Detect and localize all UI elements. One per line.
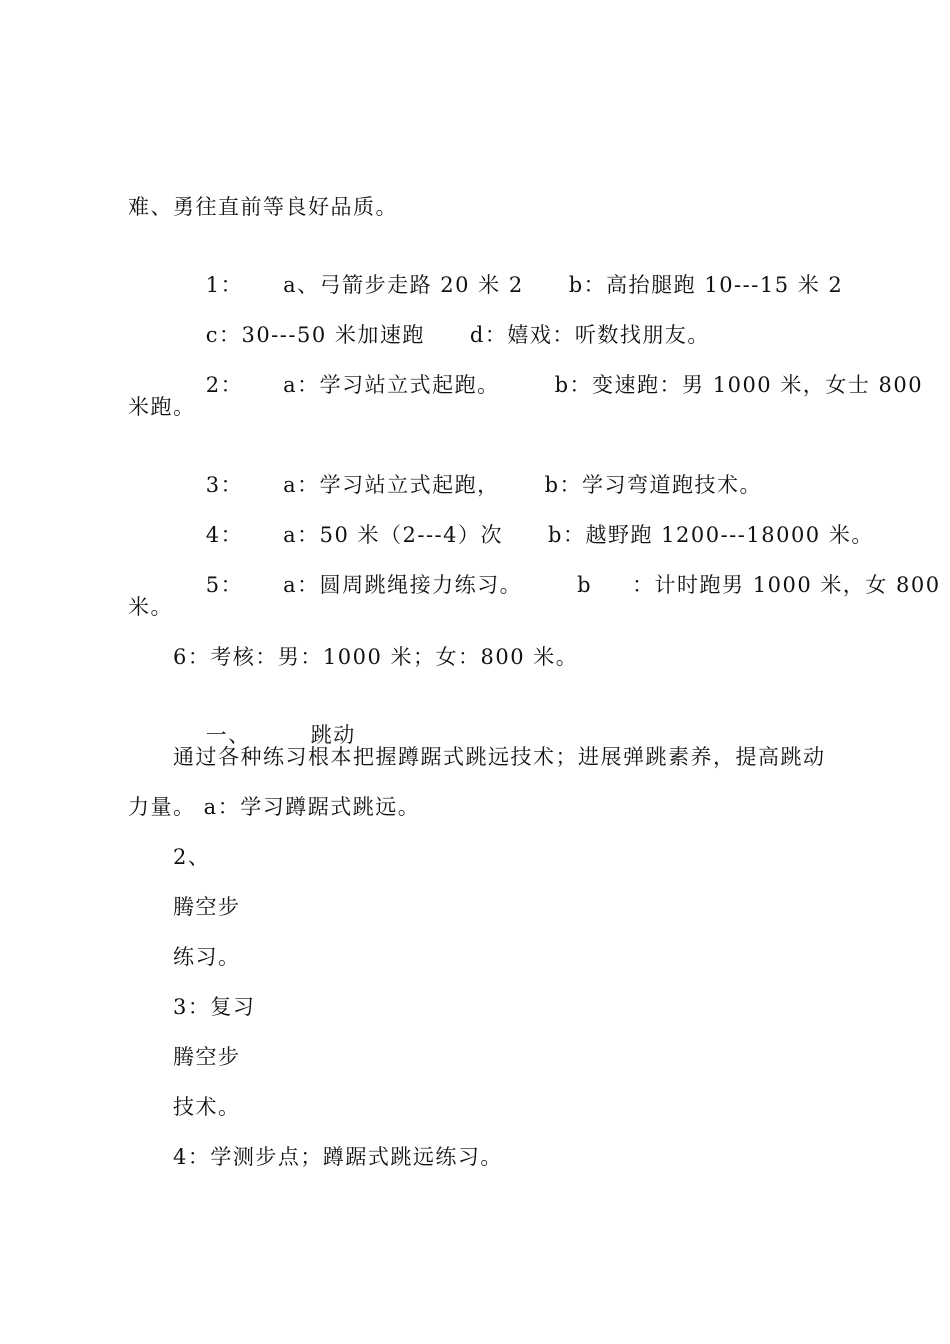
text-line: 腾空步 [173,895,241,919]
item-text: ：计时跑男 1000 米，女 800 [632,573,941,597]
item-text: d：嬉戏：听数找朋友。 [469,323,710,347]
text-line: 练习。 [173,945,241,969]
item-text: b [577,573,593,597]
text-line: 通过各种练习根本把握蹲踞式跳远技术；进展弹跳素养，提高跳动 [173,745,826,769]
text-line [173,343,923,427]
item-text: b：变速跑：男 1000 米，女士 800 [554,373,924,397]
text-line: 技术。 [173,1095,241,1119]
item-text: b：越野跑 1200---18000 米。 [548,523,874,547]
text-line: 难、勇往直前等良好品质。 [128,195,398,219]
item-number: 3： [205,473,244,497]
text-line: 腾空步 [173,1045,241,1069]
text-line: 米。 [128,595,173,619]
item-text: a：圆周跳绳接力练习。 [283,573,523,597]
item-text: a：学习站立式起跑， [283,473,500,497]
text-line: 力量。 a：学习蹲踞式跳远。 [128,795,421,819]
item-text: b：高抬腿跑 10---15 米 2 [568,273,844,297]
text-line: 3：复习 [173,995,256,1019]
text-line: 2、 [173,845,211,869]
text-line: 6：考核：男：1000 米；女：800 米。 [173,645,579,669]
text-line: 4：学测步点；蹲踞式跳远练习。 [173,1145,503,1169]
item-number: 4： [205,523,244,547]
item-text: a：50 米（2---4）次 [283,523,504,547]
item-number: 1： [205,273,244,297]
item-number: 2： [205,373,244,397]
section-number: 一、 [205,723,251,747]
item-text: b：学习弯道跑技术。 [544,473,763,497]
item-number: 5： [205,573,244,597]
text-line [173,543,941,627]
item-text: c：30---50 米加速跑 [205,323,425,347]
section-title: 跳动 [310,723,356,747]
item-text: a：学习站立式起跑。 [283,373,500,397]
text-line: 米跑。 [128,395,196,419]
item-text: a、弓箭步走路 20 米 2 [283,273,524,297]
